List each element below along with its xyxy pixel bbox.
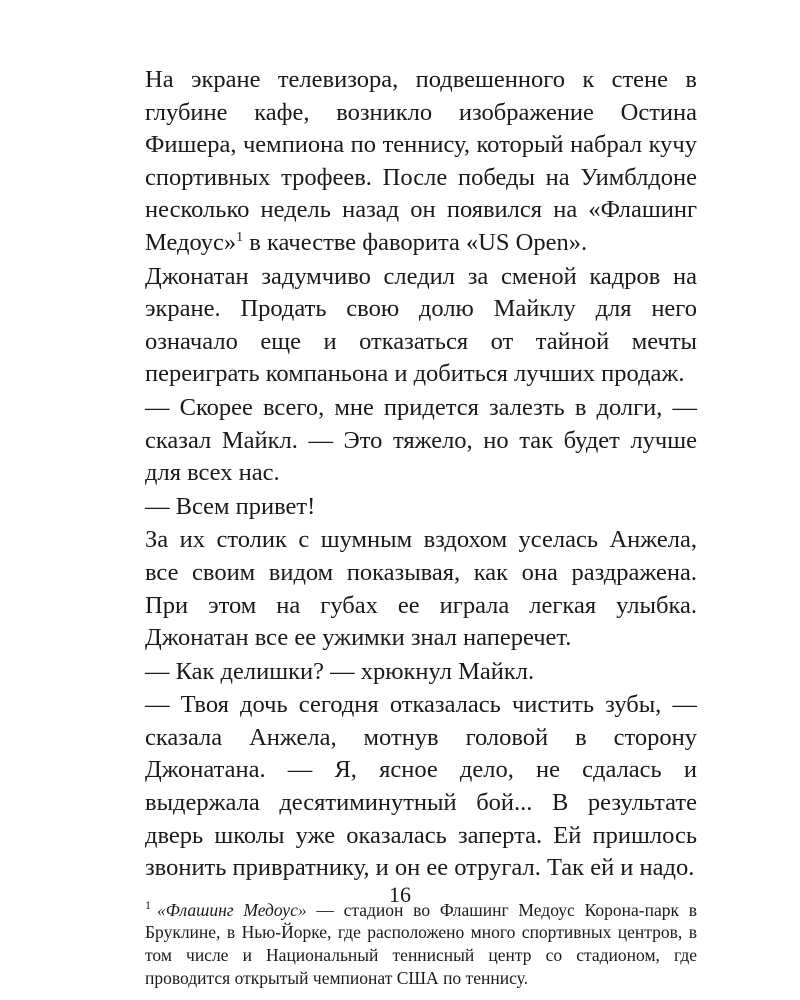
footnote-marker: 1 [145, 898, 151, 913]
book-page-body [145, 64, 697, 989]
paragraph-2: Джонатан задумчиво следил за сменой кадров на экране. Продать свою долю Майклу для него означало еще и отказаться от тайной мечты переиграть компаньона и добиться лучших продаж. [145, 262, 697, 388]
paragraph-6: — Как делишки? — хрюкнул Майкл. [145, 657, 535, 685]
paragraph-1-text-end: в качестве фаворита «US Open». [243, 228, 588, 256]
footnote-term: «Флашинг Медоус» [157, 899, 307, 920]
paragraph-7: — Твоя дочь сегодня отказалась чистить зубы, — сказала Анжела, мотнув головой в сторону Джонатана. — Я, ясное дело, не сдалась и выдержала десятиминутный бой... В результате дверь школы уже оказалась заперта. Ей пришлось звонить привратнику, и он ее отругал. Так ей и надо. [145, 691, 697, 882]
page-number: 16 [389, 882, 411, 907]
paragraph-1-text: На экране телевизора, подвешенного к стене в глубине кафе, возникло изображение Остина Фишера, чемпиона по теннису, который набрал кучу спортивных трофеев. После победы на Уимблдоне несколько недель назад он появился на «Флашинг Медоус» [145, 66, 697, 256]
footnote-reference[interactable]: 1 [236, 229, 244, 245]
paragraph-5: За их столик с шумным вздохом уселась Анжела, все своим видом показывая, как она раздражена. При этом на губах ее играла легкая улыбка. Джонатан все ее ужимки знал наперечет. [145, 526, 697, 652]
paragraph-1 [145, 64, 697, 260]
footnote [145, 899, 697, 989]
paragraph-4: — Всем привет! [145, 492, 316, 520]
footnote-text: — стадион во Флашинг Медоус Корона-парк в Бруклине, в Нью-Йорке, где расположено много спортивных центров, в том числе и Национальный теннисный центр со стадионом, где проводится открытый чемпионат США по теннису. [145, 899, 697, 988]
paragraph-3: — Скорее всего, мне придется залезть в долги, — сказал Майкл. — Это тяжело, но так будет лучше для всех нас. [145, 393, 697, 487]
